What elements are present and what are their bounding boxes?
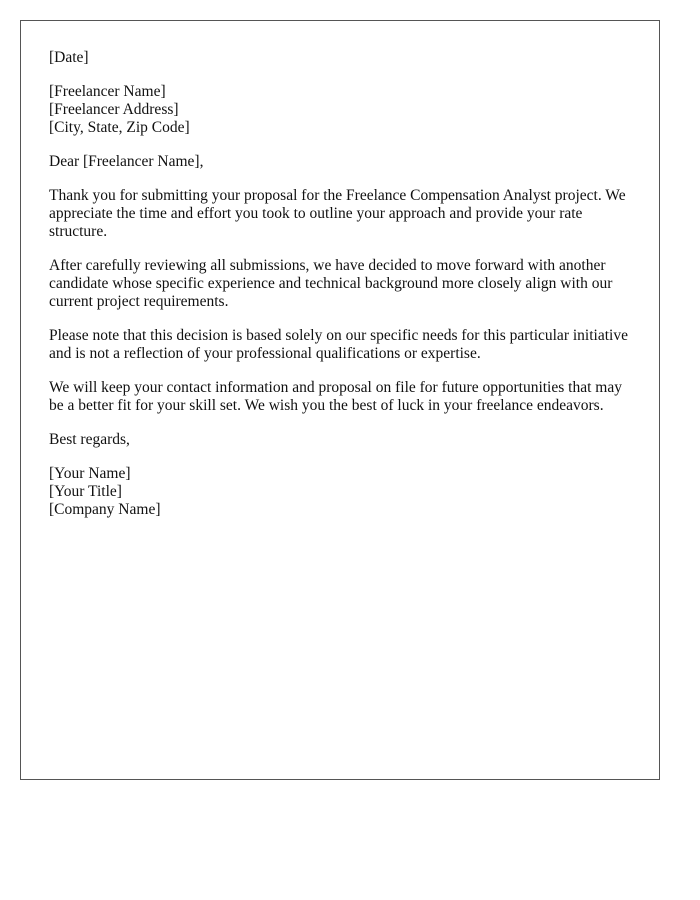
salutation: Dear [Freelancer Name], bbox=[49, 153, 204, 170]
date-text: [Date] bbox=[49, 49, 89, 66]
signature-company: [Company Name] bbox=[49, 501, 161, 518]
letter-frame bbox=[20, 20, 660, 780]
recipient-address-block bbox=[49, 83, 639, 137]
paragraph-thank-you: Thank you for submitting your proposal for the Freelance Compensation Analyst project. We appreciate the time and effort you took to outline your approach and provide your rate structure. bbox=[49, 187, 626, 240]
paragraph-decision: After carefully reviewing all submissions, we have decided to move forward with another candidate whose specific experience and technical background more closely align with our current project requirements. bbox=[49, 257, 613, 310]
paragraph-future: We will keep your contact information and proposal on file for future opportunities that may be a better fit for your skill set. We wish you the best of luck in your freelance endeavors. bbox=[49, 379, 622, 414]
signature-block bbox=[49, 465, 639, 519]
signature-title: [Your Title] bbox=[49, 483, 122, 500]
letter-body bbox=[49, 49, 639, 535]
recipient-name: [Freelancer Name] bbox=[49, 83, 166, 100]
signature-name: [Your Name] bbox=[49, 465, 131, 482]
letter-date bbox=[49, 49, 639, 67]
paragraph-note: Please note that this decision is based solely on our specific needs for this particular initiative and is not a reflection of your professional qualifications or expertise. bbox=[49, 327, 628, 362]
closing: Best regards, bbox=[49, 431, 130, 448]
recipient-city-state-zip: [City, State, Zip Code] bbox=[49, 119, 190, 136]
recipient-address: [Freelancer Address] bbox=[49, 101, 179, 118]
